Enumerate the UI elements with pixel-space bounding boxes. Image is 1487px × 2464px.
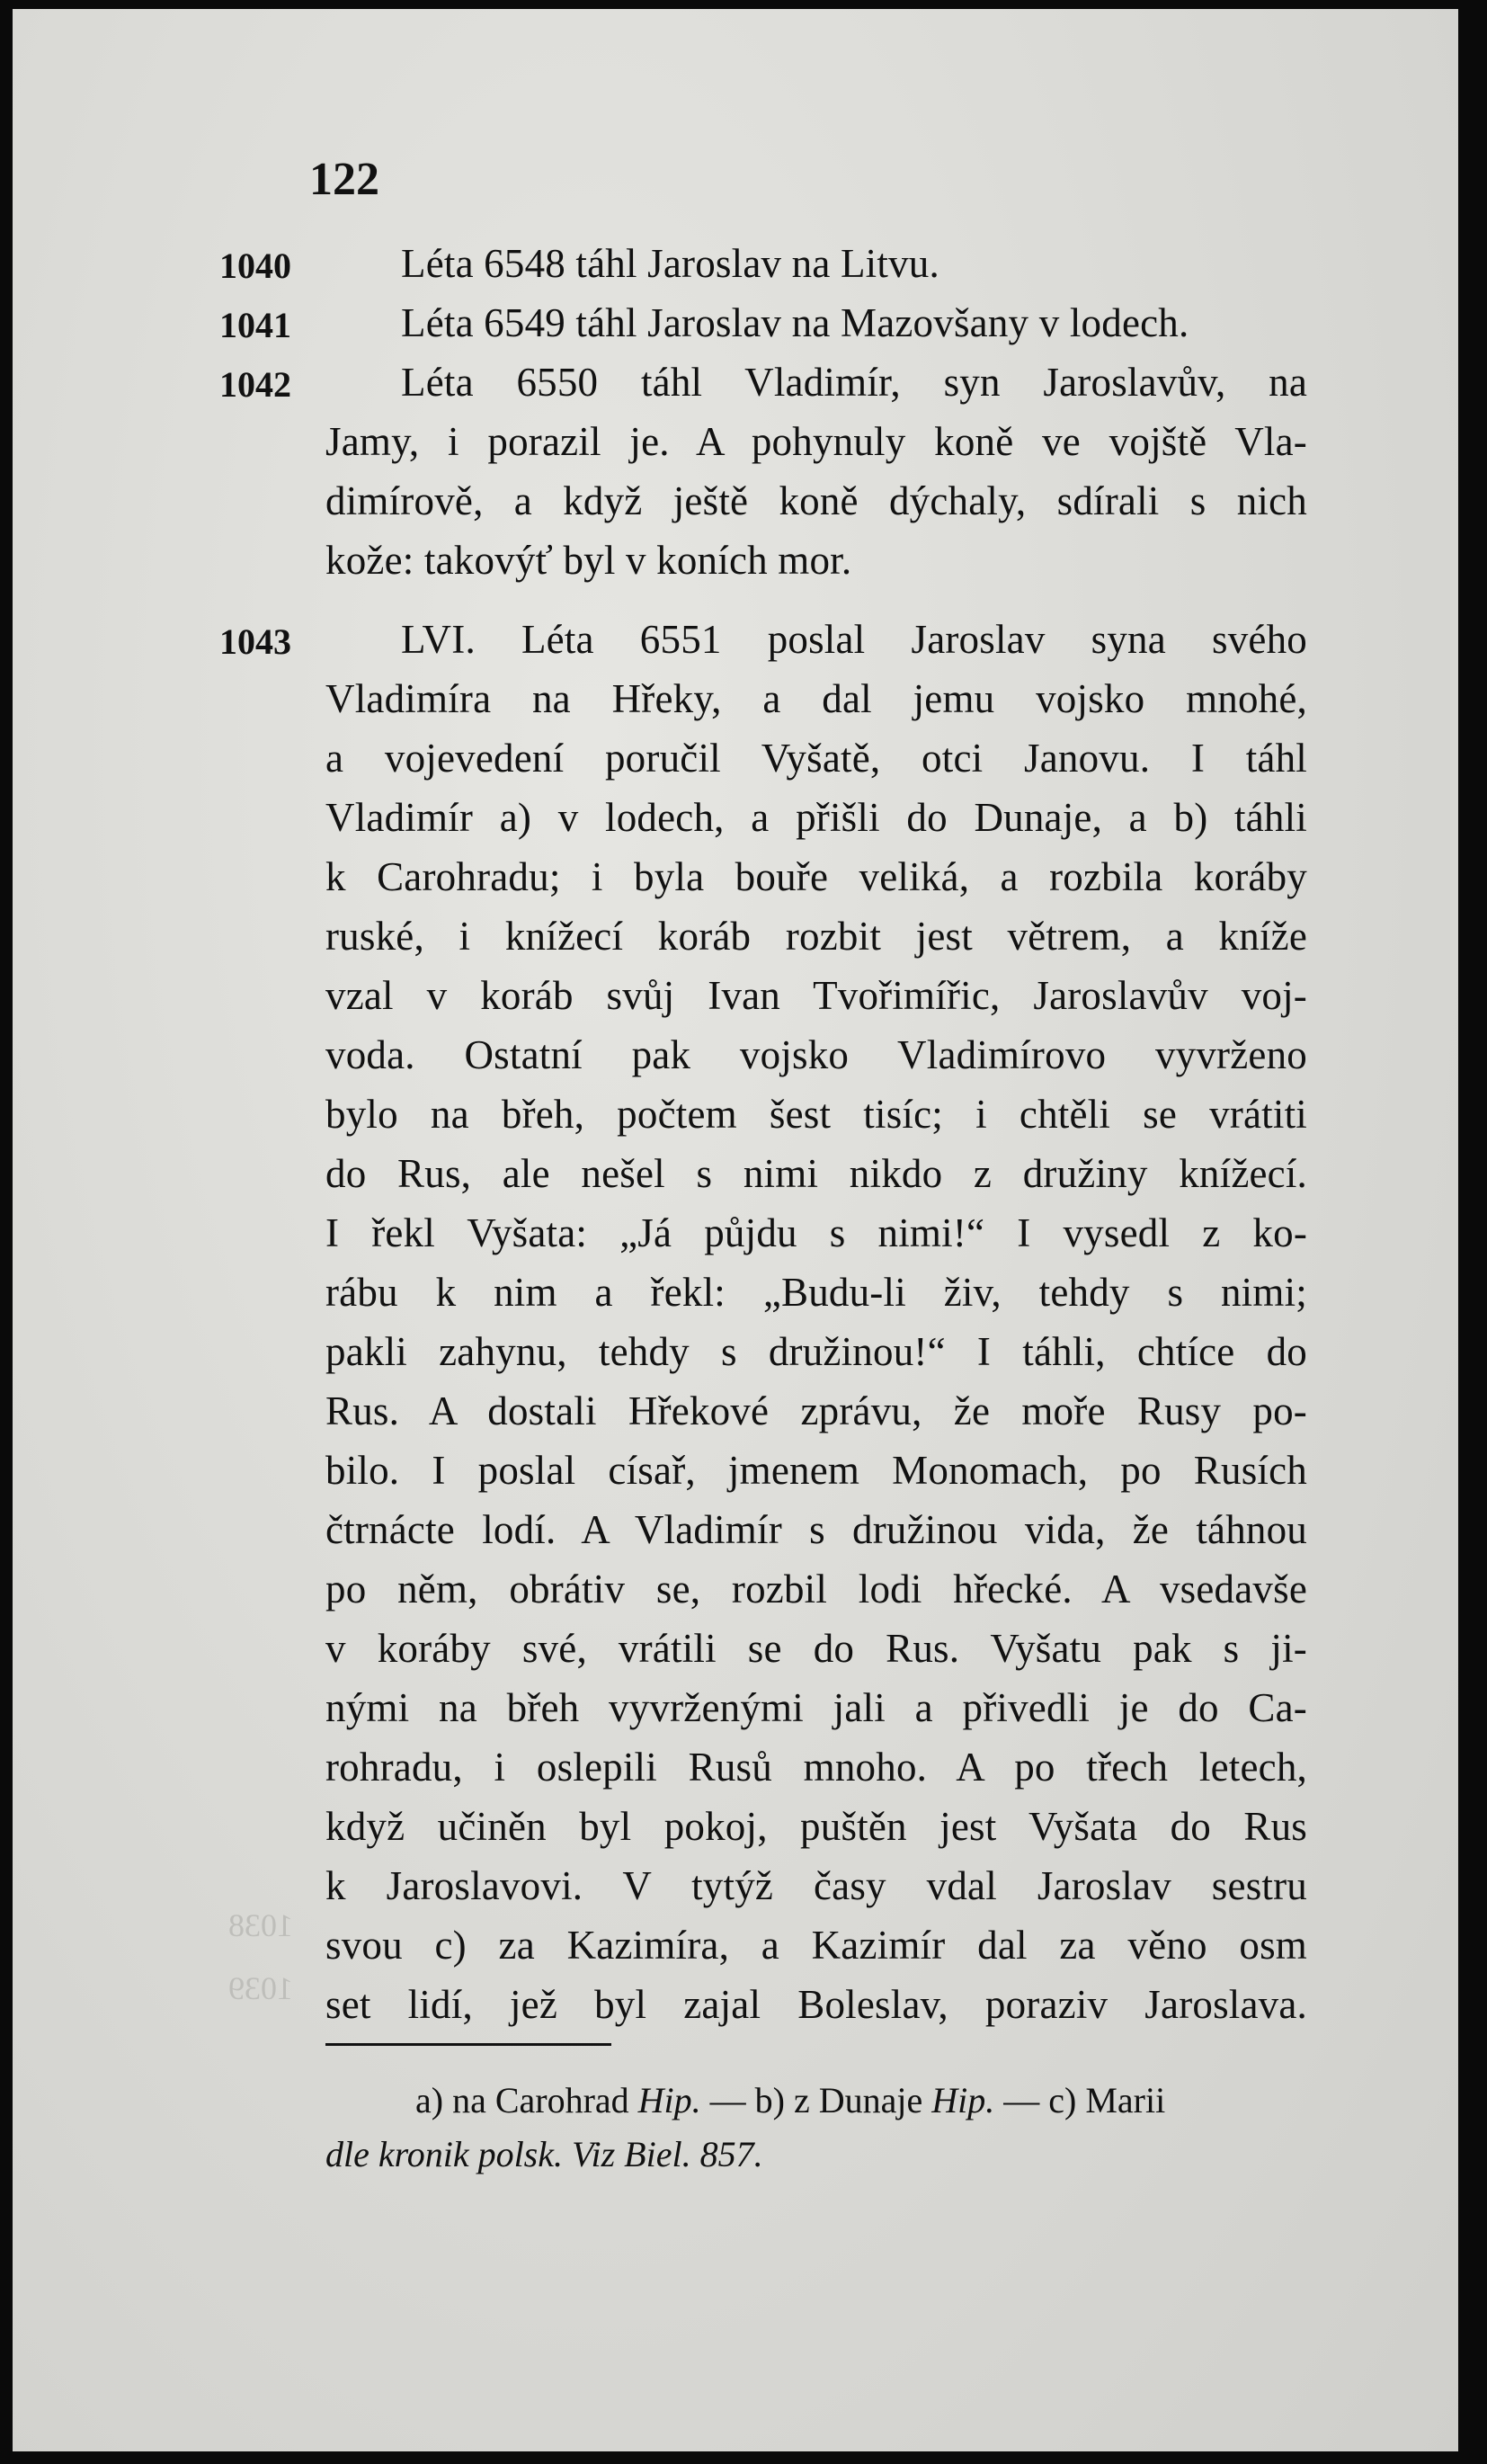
- year-marginal: 1043: [219, 621, 291, 662]
- year-marginal: 1041: [219, 305, 291, 345]
- footnote-source-b: Hip.: [931, 2080, 995, 2120]
- text-line: voda. Ostatní pak vojsko Vladimírovo vyvrženo: [325, 1032, 1307, 1077]
- text-line: Vladimír a) v lodech, a přišli do Dunaje, a b) táhli: [325, 795, 1307, 840]
- text-line: Jamy, i porazil je. A pohynuly koně ve vojště Vla-: [325, 419, 1307, 464]
- footnote-mark-c: — c): [994, 2080, 1077, 2120]
- text-line: rohradu, i oslepili Rusů mnoho. A po třech letech,: [325, 1745, 1307, 1790]
- text-line: nými na břeh vyvrženými jali a přivedli je do Ca-: [325, 1685, 1307, 1730]
- footnote-rule: [325, 2043, 611, 2046]
- text-line: bylo na břeh, počtem šest tisíc; i chtěli se vrátiti: [325, 1092, 1307, 1137]
- text-line: Léta 6549 táhl Jaroslav na Mazovšany v lodech.: [401, 300, 1189, 345]
- text-line: I řekl Vyšata: „Já půjdu s nimi!“ I vysedl z ko-: [325, 1210, 1307, 1255]
- text-line: svou c) za Kazimíra, a Kazimír dal za věno osm: [325, 1923, 1307, 1968]
- text-line: v koráby své, vrátili se do Rus. Vyšatu pak s ji-: [325, 1626, 1307, 1671]
- footnote-source-a: Hip.: [637, 2080, 701, 2120]
- footnote-mark-a: a): [415, 2080, 444, 2120]
- footnote-text-a: na Carohrad: [443, 2080, 638, 2120]
- text-line: vzal v koráb svůj Ivan Tvořimířic, Jaroslavův voj-: [325, 973, 1307, 1018]
- text-line: čtrnácte lodí. A Vladimír s družinou vida, že táhnou: [325, 1507, 1307, 1552]
- text-line: k Carohradu; i byla bouře veliká, a rozbila koráby: [325, 854, 1307, 899]
- year-marginal: 1040: [219, 246, 291, 286]
- footnote-mark-b: — b): [700, 2080, 785, 2120]
- footnote-line: [415, 2074, 1307, 2128]
- text-line: Léta 6548 táhl Jaroslav na Litvu.: [401, 241, 939, 286]
- text-line: k Jaroslavovi. V tytýž časy vdal Jaroslav sestru: [325, 1863, 1307, 1908]
- text-line: rábu k nim a řekl: „Budu-li živ, tehdy s nimi;: [325, 1270, 1307, 1315]
- text-line: pakli zahynu, tehdy s družinou!“ I táhli, chtíce do: [325, 1329, 1307, 1374]
- footnote-text-c: Marii: [1076, 2080, 1166, 2120]
- text-line: bilo. I poslal císař, jmenem Monomach, po Rusích: [325, 1448, 1307, 1493]
- text-line: dimírově, a když ještě koně dýchaly, sdírali s nich: [325, 478, 1307, 523]
- text-line: Rus. A dostali Hřekové zprávu, že moře Rusy po-: [325, 1388, 1307, 1433]
- text-line: když učiněn byl pokoj, puštěn jest Vyšata do Rus: [325, 1804, 1307, 1849]
- text-line: a vojevedení poručil Vyšatě, otci Janovu. I táhl: [325, 736, 1307, 781]
- bleed-through-mark: 1038: [228, 1907, 293, 1943]
- footnote-line: dle kronik polsk. Viz Biel. 857.: [325, 2134, 763, 2174]
- text-line: do Rus, ale nešel s nimi nikdo z družiny knížecí.: [325, 1151, 1307, 1196]
- year-marginal: 1042: [219, 364, 291, 405]
- text-line: kože: takovýť byl v koních mor.: [325, 538, 852, 583]
- text-line: LVI. Léta 6551 poslal Jaroslav syna svého: [401, 617, 1307, 662]
- text-line: Léta 6550 táhl Vladimír, syn Jaroslavův, na: [401, 360, 1307, 405]
- page-number: 122: [309, 154, 379, 205]
- text-line: Vladimíra na Hřeky, a dal jemu vojsko mnohé,: [325, 676, 1307, 721]
- text-line: set lidí, jež byl zajal Boleslav, poraziv Jaroslava.: [325, 1982, 1307, 2027]
- text-line: po něm, obrátiv se, rozbil lodi hřecké. A vsedavše: [325, 1567, 1307, 1611]
- footnote-text-b: z Dunaje: [785, 2080, 932, 2120]
- text-line: ruské, i knížecí koráb rozbit jest větrem, a kníže: [325, 914, 1307, 959]
- bleed-through-mark: 1039: [228, 1970, 293, 2006]
- book-page: [13, 9, 1458, 2451]
